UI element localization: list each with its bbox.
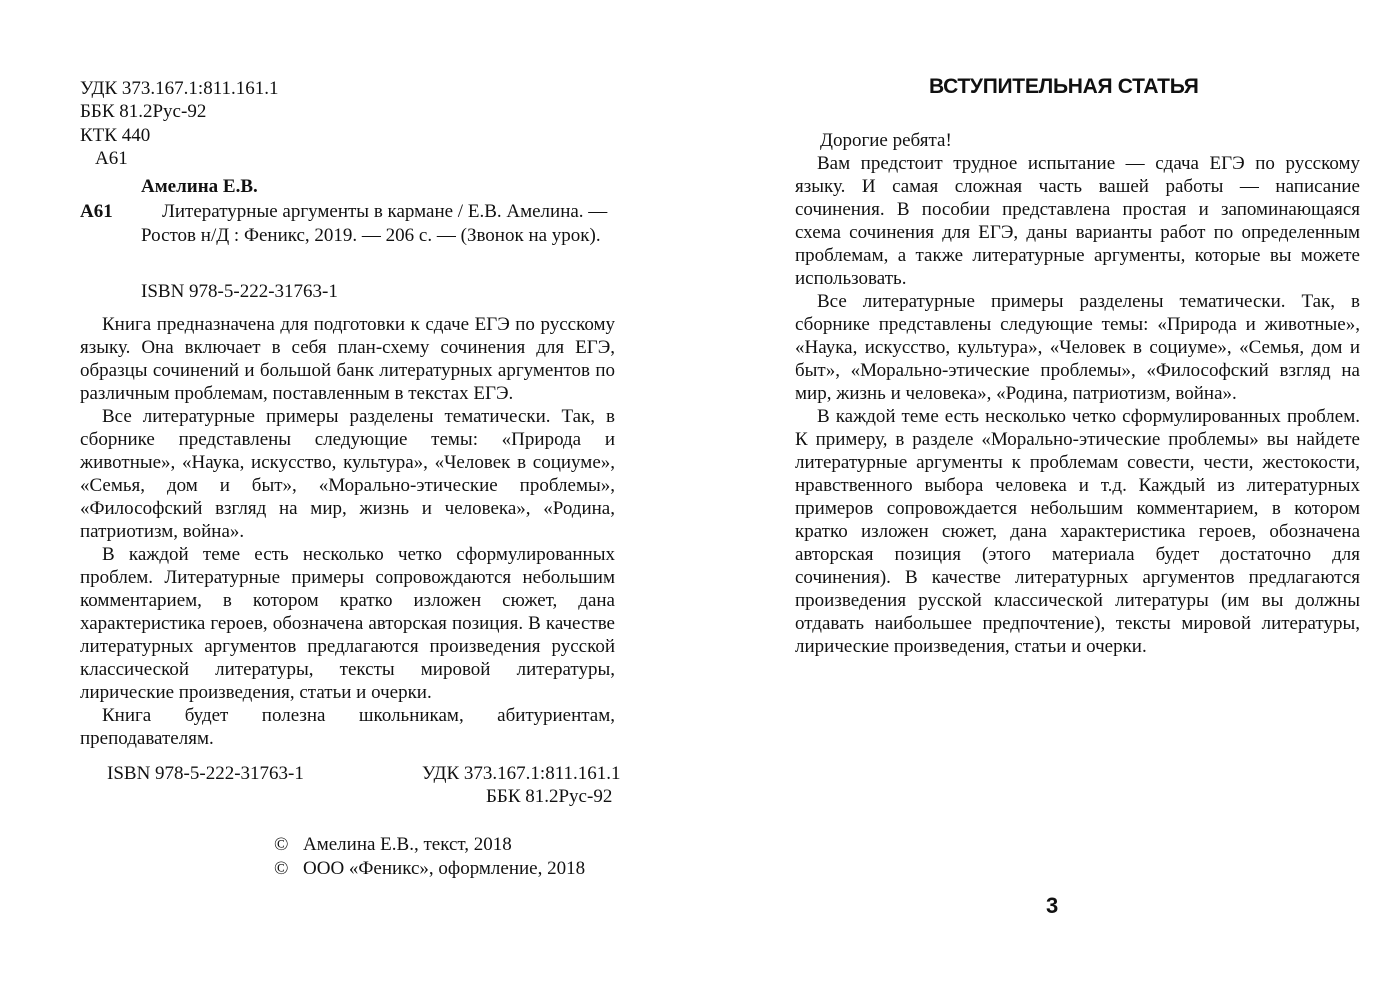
intro-paragraph: Вам предстоит трудное испытание — сдача ЕГЭ по русскому языку. И самая сложная часть вашей работы — написание сочинения. В пособии представлена простая и запоминающаяся схема сочинения для ЕГЭ, даны варианты работ по определенным проблемам, а также литературные аргументы, которые вы можете использовать. bbox=[795, 153, 1360, 289]
citation-line-1: Литературные аргументы в кармане / Е.В. Амелина. — bbox=[162, 201, 608, 222]
greeting: Дорогие ребята! bbox=[820, 130, 952, 151]
bbk-code: ББК 81.2Рус-92 bbox=[80, 101, 207, 122]
author-mark: А61 bbox=[95, 148, 128, 169]
annotation-paragraph: Все литературные примеры разделены тематически. Так, в сборнике представлены следующие темы: «Природа и животные», «Наука, искусство, культура», «Человек в социуме», «Семья, дом и быт», «Морально-этические проблемы», «Философский взгляд на мир, жизнь и человека», «Родина, патриотизм, война». bbox=[80, 406, 615, 542]
catalog-mark: А61 bbox=[80, 201, 113, 222]
page-number: 3 bbox=[1046, 893, 1059, 918]
intro-paragraph: В каждой теме есть несколько четко сформулированных проблем. К примеру, в разделе «Морально-этические проблемы» вы найдете литературные аргументы к проблемам совести, чести, жестокости, нравственного выбора человека и т.д. Каждый из литературных примеров сопровождается небольшим комментарием, в котором кратко изложен сюжет, дана характеристика героев, обозначена авторская позиция (этого материала будет достаточно для сочинения). В качестве литературных аргументов предлагаются произведения русской классической литературы (им вы должны отдавать наибольшее предпочтение), тексты мировой литературы, лирические произведения, статьи и очерки. bbox=[795, 406, 1360, 657]
right-page bbox=[700, 0, 1400, 1003]
annotation-paragraph: Книга предназначена для подготовки к сдаче ЕГЭ по русскому языку. Она включает в себя план-схему сочинения для ЕГЭ, образцы сочинений и большой банк литературных аргументов по различным проблемам, поставленным в текстах ЕГЭ. bbox=[80, 314, 615, 404]
bottom-bbk: ББК 81.2Рус-92 bbox=[486, 786, 613, 807]
udk-code: УДК 373.167.1:811.161.1 bbox=[80, 78, 279, 99]
intro-paragraph: Все литературные примеры разделены тематически. Так, в сборнике представлены следующие темы: «Природа и животные», «Наука, искусство, культура», «Человек в социуме», «Семья, дом и быт», «Морально-этические проблемы», «Философский взгляд на мир, жизнь и человека», «Родина, патриотизм, война». bbox=[795, 291, 1360, 404]
bottom-isbn: ISBN 978-5-222-31763-1 bbox=[107, 763, 304, 784]
intro-text bbox=[795, 152, 1360, 658]
copyright-publisher: ООО «Феникс», оформление, 2018 bbox=[303, 858, 586, 879]
page-title: ВСТУПИТЕЛЬНАЯ СТАТЬЯ bbox=[929, 75, 1199, 98]
copyright-icon: © bbox=[274, 858, 289, 879]
citation-line-2: Ростов н/Д : Феникс, 2019. — 206 с. — (Звонок на урок). bbox=[141, 225, 601, 246]
copyright-author: Амелина Е.В., текст, 2018 bbox=[303, 834, 512, 855]
annotation bbox=[80, 313, 615, 750]
copyright-icon: © bbox=[274, 834, 289, 855]
annotation-paragraph: В каждой теме есть несколько четко сформулированных проблем. Литературные примеры сопровождаются небольшим комментарием, в котором кратко изложен сюжет, дана характеристика героев, обозначена авторская позиция. В качестве литературных аргументов предлагаются произведения русской классической литературы, тексты мировой литературы, лирические произведения, статьи и очерки. bbox=[80, 544, 615, 703]
author-heading: Амелина Е.В. bbox=[141, 176, 258, 197]
isbn-top: ISBN 978-5-222-31763-1 bbox=[141, 281, 338, 302]
ktk-code: КТК 440 bbox=[80, 125, 151, 146]
bottom-udk: УДК 373.167.1:811.161.1 bbox=[422, 763, 621, 784]
annotation-paragraph: Книга будет полезна школьникам, абитуриентам, преподавателям. bbox=[80, 705, 615, 749]
